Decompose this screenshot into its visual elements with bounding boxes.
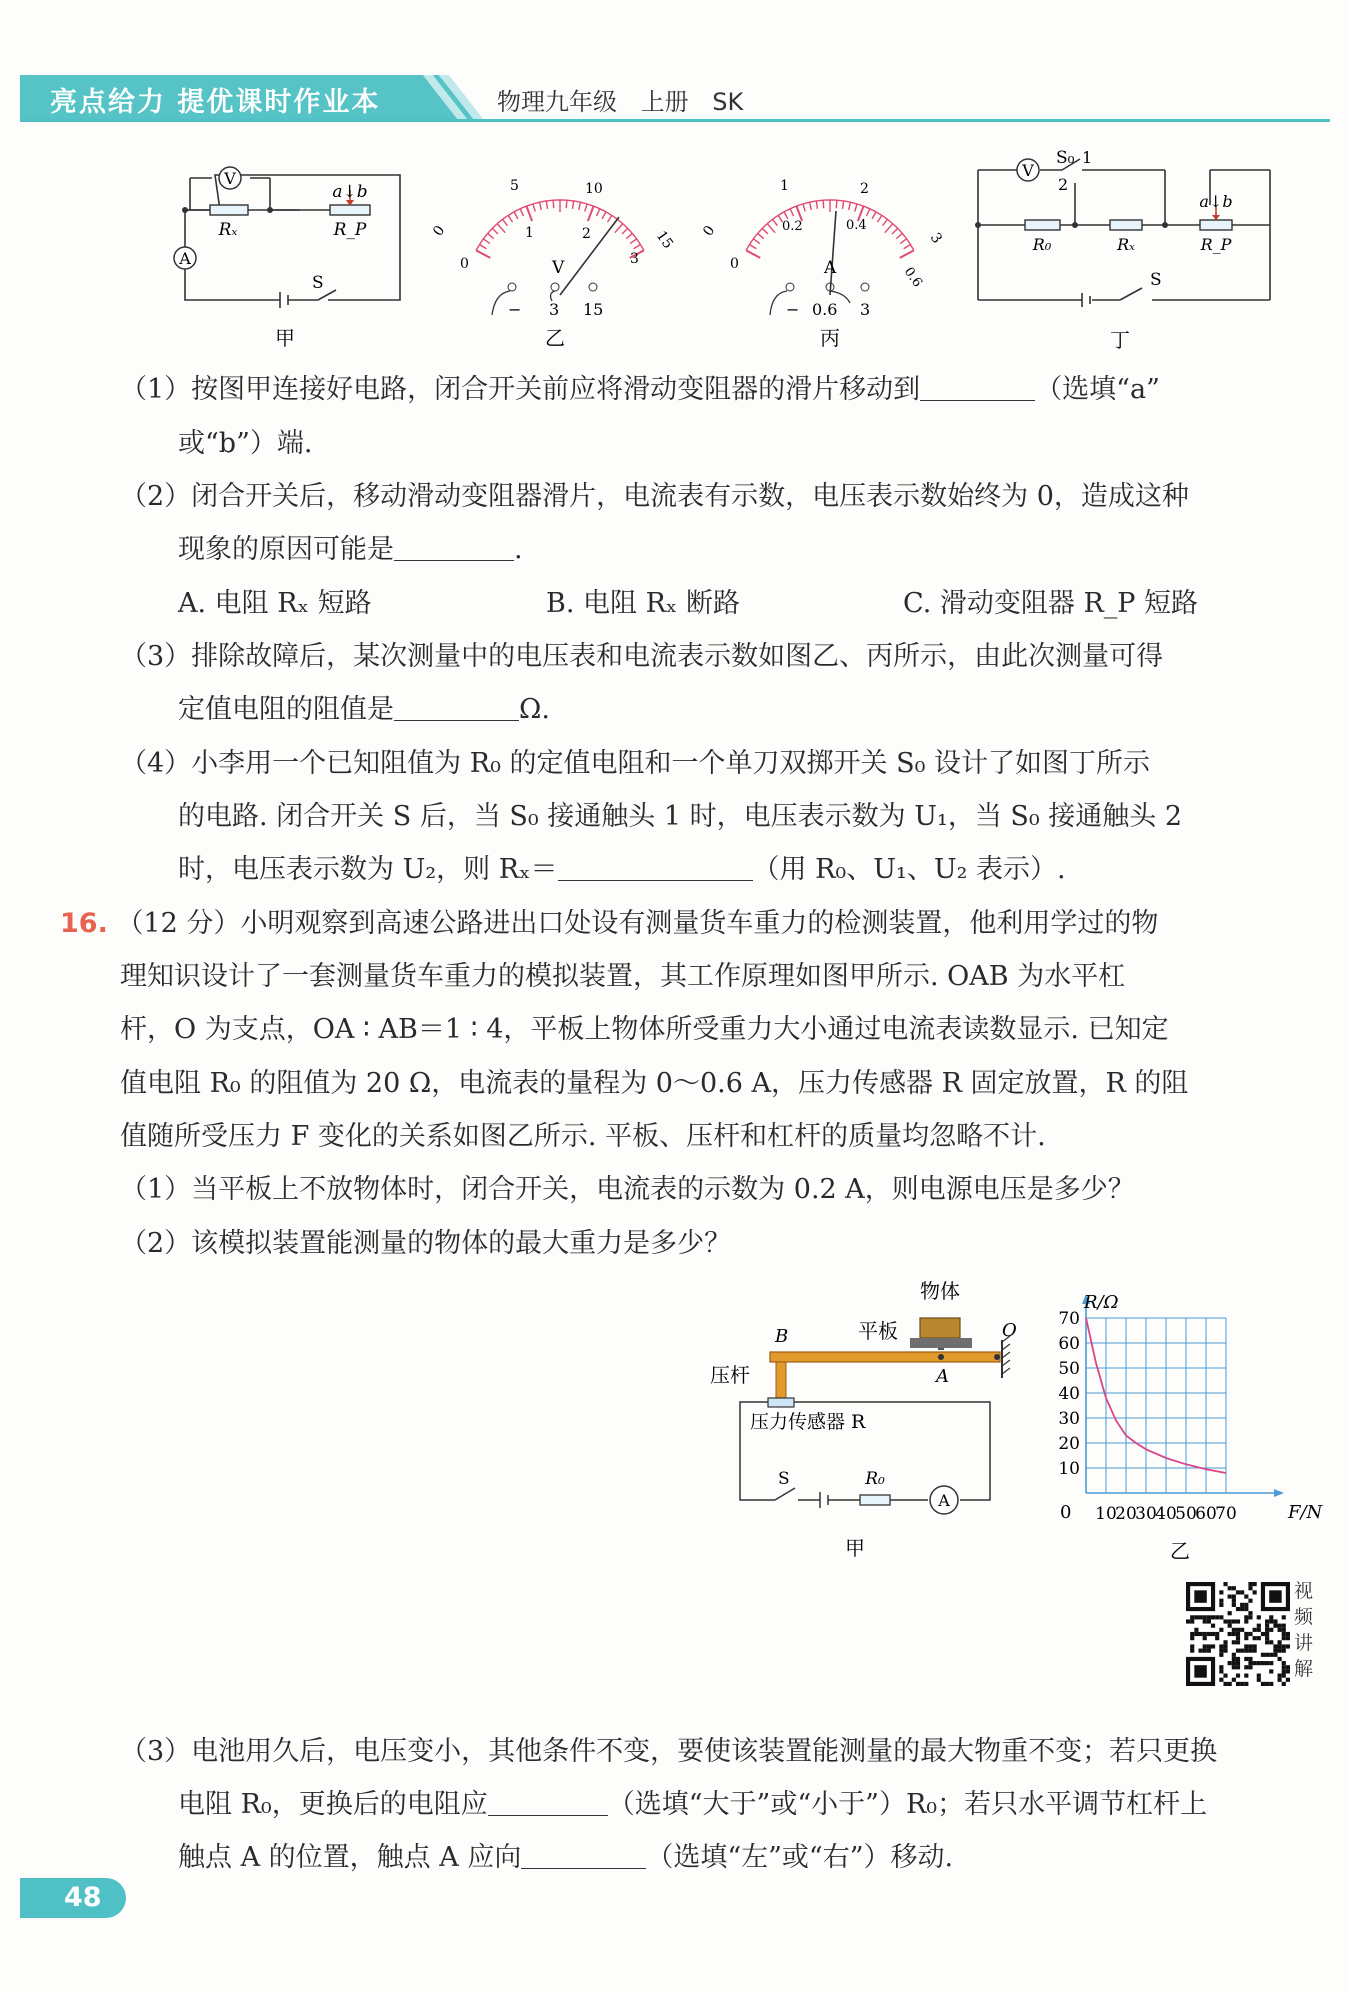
- q16-line2: 理知识设计了一套测量货车重力的模拟装置，其工作原理如图甲所示. OAB 为水平杠: [120, 961, 1126, 992]
- figure-caption-jia-16: 甲: [845, 1536, 865, 1560]
- scale-outer-0: 0: [430, 222, 449, 240]
- y-tick-label: 40: [1058, 1384, 1080, 1404]
- dial-tick: [497, 224, 505, 233]
- ammeter-label: A: [938, 1491, 950, 1510]
- x-tick-label: 20: [1115, 1504, 1137, 1524]
- dial-tick: [526, 206, 532, 221]
- dial-tick: [855, 204, 857, 212]
- ammeter-unit: A: [824, 258, 837, 278]
- dial-tick: [810, 202, 812, 210]
- figure-caption-yi: 乙: [545, 326, 565, 350]
- y-tick-label: 60: [1058, 1334, 1080, 1354]
- label-ab: a↓b: [1199, 192, 1233, 211]
- x-axis-arrow: [1274, 1489, 1284, 1497]
- dial-tick: [767, 224, 775, 233]
- dial-tick: [566, 200, 567, 208]
- scale-outer-1: 5: [510, 178, 519, 194]
- label-sensor: 压力传感器 R: [750, 1411, 866, 1433]
- ammeter-needle: [830, 211, 836, 295]
- dial-tick: [533, 204, 535, 212]
- dial-tick: [892, 228, 898, 234]
- x-tick-label: 60: [1195, 1504, 1217, 1524]
- q16-sub3-line2: 电阻 R₀，更换后的电阻应 （选填“大于”或“小于”）R₀；若只水平调节杠杆上: [178, 1789, 1208, 1820]
- qr-label: 视频讲解: [1294, 1580, 1314, 1680]
- scale-inner-1: 1: [525, 225, 534, 241]
- q15-part3-line1: （3）排除故障后，某次测量中的电压表和电流表示数如图乙、丙所示，由此次测量可得: [120, 641, 1164, 672]
- chart-origin: 0: [1060, 1502, 1072, 1523]
- voltmeter-scale: [476, 200, 644, 258]
- q16-sub1: （1）当平板上不放物体时，闭合开关，电流表的示数为 0.2 A，则电源电压是多少？: [120, 1174, 1135, 1205]
- dial-tick: [790, 209, 793, 216]
- header-subtitle: 物理九年级 上册 SK: [497, 88, 744, 116]
- chart-xlabel: F/N: [1288, 1502, 1323, 1523]
- dial-tick: [488, 233, 494, 238]
- chart-ylabel: R/Ω: [1084, 1292, 1119, 1313]
- plate: [910, 1338, 972, 1348]
- figure-jia-circuit: [170, 160, 420, 350]
- dial-tick: [773, 219, 778, 225]
- x-tick-label: 40: [1155, 1504, 1177, 1524]
- label-o: O: [1002, 1320, 1017, 1341]
- q15-part2-line2: 现象的原因可能是 .: [178, 534, 523, 565]
- page-number: 48: [20, 1878, 126, 1918]
- figure-caption-jia: 甲: [275, 326, 295, 350]
- dial-tick: [579, 202, 581, 210]
- label-rod: 压杆: [710, 1363, 750, 1387]
- q15-part4-line1: （4）小李用一个已知阻值为 R₀ 的定值电阻和一个单刀双掷开关 S₀ 设计了如图丁所示: [120, 748, 1150, 779]
- scale-inner-2: 0.4: [846, 218, 867, 233]
- scale-inner-3: 0.6: [900, 264, 925, 291]
- label-object: 物体: [920, 1279, 960, 1303]
- press-rod: [776, 1362, 786, 1398]
- label-rx: Rₓ: [1117, 235, 1135, 254]
- dial-tick: [514, 212, 518, 219]
- rheostat-rp: [330, 205, 370, 215]
- dial-tick: [492, 228, 498, 234]
- voltmeter-label: V: [1022, 161, 1034, 180]
- q15-part3-line2: 定值电阻的阻值是 Ω.: [178, 694, 550, 725]
- dial-tick: [546, 201, 547, 209]
- dial-tick: [803, 204, 805, 212]
- dial-tick: [872, 212, 876, 219]
- x-tick-label: 70: [1215, 1504, 1237, 1524]
- x-tick-label: 30: [1135, 1504, 1157, 1524]
- resistor-rx: [210, 205, 248, 215]
- dial-tick: [573, 201, 574, 209]
- figure-caption-yi-16: 乙: [1170, 1539, 1190, 1563]
- q16-line5: 值随所受压力 F 变化的关系如图乙所示. 平板、压杆和杠杆的质量均忽略不计.: [120, 1121, 1046, 1152]
- pressure-sensor: [768, 1398, 794, 1407]
- q16-line3: 杆，O 为支点，OA ∶ AB＝1 ∶ 4，平板上物体所受重力大小通过电流表读数显示. 已知定: [120, 1014, 1169, 1045]
- figure-16-yi-chart: [1040, 1280, 1330, 1565]
- figure-yi-voltmeter: [430, 165, 690, 350]
- y-tick-label: 30: [1058, 1409, 1080, 1429]
- q15-part1-line1: （1）按图甲连接好电路，闭合开关前应将滑动变阻器的滑片移动到 （选填“a”: [120, 374, 1160, 405]
- ammeter-label: A: [179, 249, 191, 268]
- scale-outer-2: 2: [860, 181, 869, 197]
- y-tick-label: 50: [1058, 1359, 1080, 1379]
- label-a: A: [936, 1366, 949, 1387]
- figure-16-jia: [680, 1270, 1020, 1560]
- dial-tick: [483, 239, 489, 244]
- dial-tick: [762, 228, 768, 234]
- dial-tick: [503, 219, 508, 225]
- dial-tick: [816, 201, 817, 209]
- option-a: A. 电阻 Rₓ 短路: [178, 588, 372, 619]
- option-b: B. 电阻 Rₓ 断路: [546, 588, 740, 619]
- label-r0: R₀: [865, 1469, 885, 1489]
- label-b: B: [775, 1326, 789, 1347]
- label-switch-s: S: [778, 1469, 790, 1489]
- dial-tick: [904, 244, 911, 248]
- dial-tick: [602, 212, 606, 219]
- dial-tick: [630, 239, 636, 244]
- answer-blank[interactable]: [920, 374, 1035, 401]
- q15-part1-line2: 或“b”）端.: [178, 428, 313, 459]
- dial-tick: [508, 215, 512, 222]
- y-tick-label: 10: [1058, 1459, 1080, 1479]
- scale-inner-1: 0.2: [782, 219, 803, 234]
- scale-outer-3: 3: [926, 230, 945, 247]
- answer-blank[interactable]: [558, 854, 753, 881]
- terminal-0.6: 0.6: [812, 300, 838, 319]
- label-switch-s: S: [1150, 270, 1162, 290]
- scale-inner-0: 0: [460, 256, 469, 272]
- chart-axes: [1082, 1294, 1284, 1497]
- dial-tick: [836, 200, 837, 208]
- chart-y-ticks: [1058, 1309, 1080, 1479]
- dial-tick: [877, 215, 881, 222]
- x-tick-label: 10: [1095, 1504, 1117, 1524]
- ammeter-scale: [746, 200, 914, 258]
- dial-tick: [896, 233, 902, 238]
- dial-tick: [823, 200, 824, 208]
- terminal-3: 3: [860, 300, 871, 319]
- figure-bing-ammeter: [700, 165, 960, 350]
- label-ab: a↓b: [332, 182, 368, 202]
- dial-tick: [849, 202, 851, 210]
- dial-tick: [553, 200, 554, 208]
- dial-tick: [883, 219, 888, 225]
- dial-tick: [843, 201, 844, 209]
- y-tick-label: 70: [1058, 1309, 1080, 1329]
- q16-line4: 值电阻 R₀ 的阻值为 20 Ω，电流表的量程为 0～0.6 A，压力传感器 R 固定放置，R 的阻: [120, 1068, 1189, 1099]
- scale-outer-1: 1: [780, 178, 789, 194]
- label-switch-s: S: [312, 273, 324, 293]
- answer-blank[interactable]: [521, 1842, 646, 1869]
- q16-sub2: （2）该模拟装置能测量的物体的最大重力是多少？: [120, 1228, 732, 1259]
- dial-tick: [885, 224, 893, 233]
- answer-blank[interactable]: [394, 694, 519, 721]
- dial-tick: [520, 209, 523, 216]
- label-rx: Rₓ: [218, 220, 238, 240]
- question-number: 16.: [60, 908, 108, 939]
- scale-outer-0: 0: [700, 222, 719, 240]
- answer-blank[interactable]: [488, 1789, 608, 1816]
- q16-sub3-line1: （3）电池用久后，电压变小，其他条件不变，要使该装置能测量的最大物重不变；若只更换: [120, 1736, 1218, 1767]
- dial-tick: [900, 250, 914, 258]
- terminal-neg: −: [508, 300, 522, 319]
- q15-part4-line2: 的电路. 闭合开关 S 后，当 S₀ 接通触头 1 时，电压表示数为 U₁，当 S₀ 接通触头 2: [178, 801, 1183, 832]
- option-c: C. 滑动变阻器 R_P 短路: [903, 588, 1199, 619]
- terminal-neg: −: [786, 300, 800, 319]
- dial-tick: [622, 228, 628, 234]
- label-r0: R₀: [1032, 235, 1052, 254]
- chart-x-ticks: [1095, 1504, 1237, 1524]
- terminal-3: 3: [549, 300, 560, 319]
- voltmeter-label: V: [224, 169, 236, 188]
- label-contact-2: 2: [1058, 175, 1069, 194]
- dial-tick: [750, 244, 757, 248]
- dial-tick: [866, 209, 869, 216]
- terminal-15: 15: [583, 300, 604, 319]
- header-rule: [20, 119, 1330, 122]
- dial-tick: [607, 215, 611, 222]
- dial-tick: [476, 250, 490, 258]
- label-rp: R_P: [1200, 235, 1232, 254]
- dial-tick: [480, 244, 487, 248]
- q16-sub3-line3: 触点 A 的位置，触点 A 应向 （选填“左”或“右”）移动.: [178, 1842, 954, 1873]
- label-plate: 平板: [858, 1319, 898, 1343]
- dial-tick: [615, 224, 623, 233]
- dial-tick: [596, 209, 599, 216]
- lever-oab: [770, 1352, 1000, 1362]
- dial-tick: [585, 204, 587, 212]
- chart-grid: [1086, 1318, 1226, 1493]
- label-contact-1: 1: [1082, 148, 1093, 167]
- figure-ding-circuit: [970, 145, 1280, 355]
- dial-tick: [540, 202, 542, 210]
- scale-outer-3: 15: [652, 228, 677, 252]
- voltmeter-unit: V: [552, 258, 565, 278]
- dial-tick: [588, 206, 594, 221]
- scale-inner-2: 2: [582, 226, 591, 242]
- answer-blank[interactable]: [394, 534, 514, 561]
- header-title: 亮点给力 提优课时作业本: [50, 87, 381, 118]
- dial-tick: [753, 239, 759, 244]
- dial-tick: [784, 212, 788, 219]
- object-block: [920, 1318, 960, 1338]
- x-tick-label: 50: [1175, 1504, 1197, 1524]
- dial-tick: [626, 233, 632, 238]
- scale-inner-0: 0: [730, 256, 739, 272]
- figure-caption-ding: 丁: [1110, 328, 1130, 352]
- q15-part2-line1: （2）闭合开关后，移动滑动变阻器滑片，电流表有示数，电压表示数始终为 0，造成这种: [120, 481, 1189, 512]
- label-rp: R_P: [333, 220, 367, 240]
- dial-tick: [758, 233, 764, 238]
- dial-tick: [900, 239, 906, 244]
- dial-tick: [746, 250, 760, 258]
- qr-code[interactable]: [1186, 1582, 1290, 1686]
- q16-line1: 16. （12 分）小明观察到高速公路进出口处设有测量货车重力的检测装置，他利用学过的物: [60, 908, 1159, 939]
- figure-caption-bing: 丙: [820, 326, 840, 350]
- y-tick-label: 20: [1058, 1434, 1080, 1454]
- q15-part4-line3: 时，电压表示数为 U₂，则 Rₓ＝ （用 R₀、U₁、U₂ 表示）.: [178, 854, 1066, 885]
- label-s0: S₀: [1056, 148, 1075, 168]
- scale-inner-3: 3: [630, 251, 639, 267]
- chart-series-line: [1086, 1318, 1226, 1473]
- dial-tick: [634, 244, 641, 248]
- scale-outer-2: 10: [585, 181, 603, 197]
